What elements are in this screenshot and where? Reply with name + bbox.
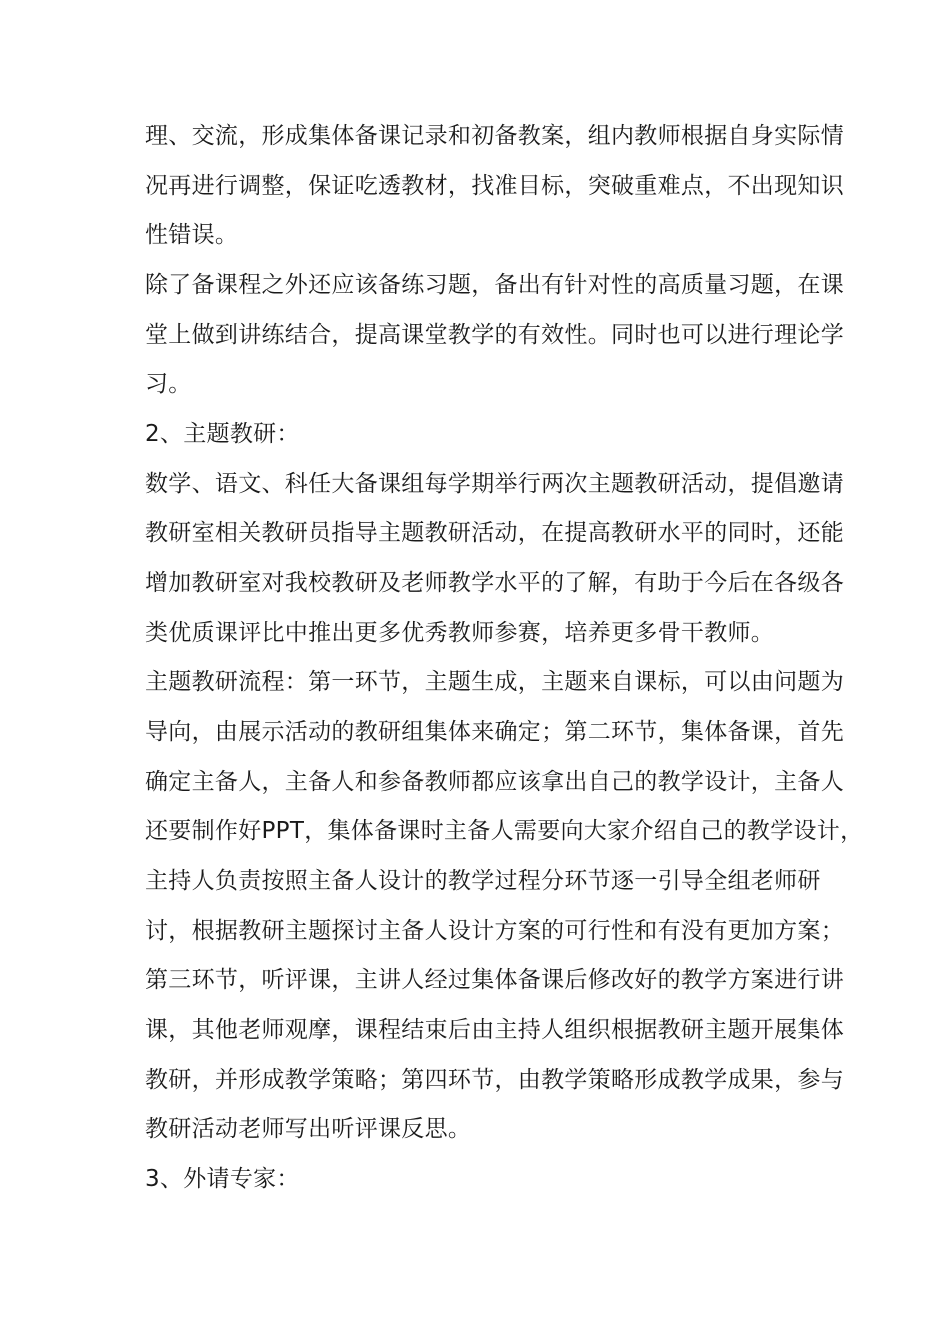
text-line: 类优质课评比中推出更多优秀教师参赛，培养更多骨干教师。 bbox=[145, 620, 775, 646]
text-line: 教研，并形成教学策略；第四环节，由教学策略形成教学成果，参与 bbox=[145, 1067, 844, 1093]
text-line: 确定主备人，主备人和参备教师都应该拿出自己的教学设计，主备人 bbox=[145, 769, 844, 795]
text-line: 课，其他老师观摩，课程结束后由主持人组织根据教研主题开展集体 bbox=[145, 1017, 844, 1043]
text-line: 导向，由展示活动的教研组集体来确定；第二环节，集体备课，首先 bbox=[145, 719, 844, 745]
text-line: 增加教研室对我校教研及老师教学水平的了解，有助于今后在各级各 bbox=[145, 570, 844, 596]
text-line: 教研活动老师写出听评课反思。 bbox=[145, 1116, 472, 1142]
text-line: 习。 bbox=[145, 371, 192, 397]
section-heading: 2、主题教研： bbox=[145, 421, 300, 447]
text-line: 讨，根据教研主题探讨主备人设计方案的可行性和有没有更加方案； bbox=[145, 918, 844, 944]
text-line: 主题教研流程：第一环节，主题生成，主题来自课标，可以由问题为 bbox=[145, 669, 844, 695]
text-line: 况再进行调整，保证吃透教材，找准目标，突破重难点，不出现知识 bbox=[145, 173, 844, 199]
text-line: 第三环节，听评课，主讲人经过集体备课后修改好的教学方案进行讲 bbox=[145, 967, 844, 993]
section-heading: 3、外请专家： bbox=[145, 1166, 300, 1192]
text-line: 主持人负责按照主备人设计的教学过程分环节逐一引导全组老师研 bbox=[145, 868, 821, 894]
text-line: 还要制作好PPT，集体备课时主备人需要向大家介绍自己的教学设计， bbox=[145, 818, 864, 844]
text-line: 除了备课程之外还应该备练习题，备出有针对性的高质量习题，在课 bbox=[145, 272, 844, 298]
text-line: 性错误。 bbox=[145, 222, 239, 248]
text-line: 教研室相关教研员指导主题教研活动，在提高教研水平的同时，还能 bbox=[145, 520, 844, 546]
text-line: 理、交流，形成集体备课记录和初备教案，组内教师根据自身实际情 bbox=[145, 123, 844, 149]
text-line: 数学、语文、科任大备课组每学期举行两次主题教研活动，提倡邀请 bbox=[145, 471, 844, 497]
text-line: 堂上做到讲练结合，提高课堂教学的有效性。同时也可以进行理论学 bbox=[145, 322, 844, 348]
